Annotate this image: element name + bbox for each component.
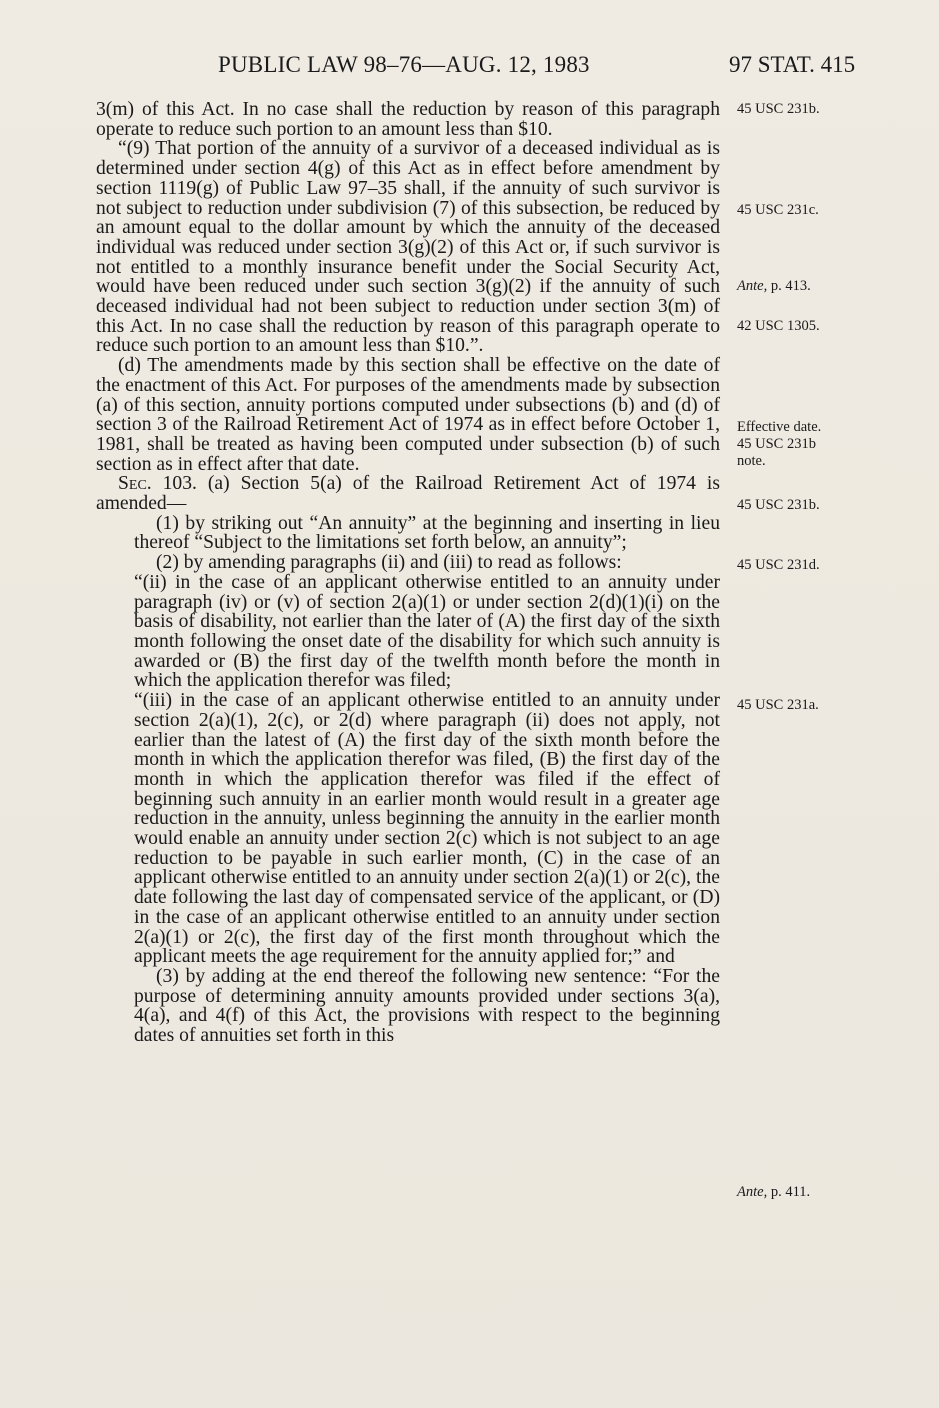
- paragraph-continuation: 3(m) of this Act. In no case shall the reduction by reason of this paragraph operate to reduce such portion to an amount less than $10.: [96, 99, 720, 140]
- ante-411-text: Ante, p. 411.: [737, 1184, 811, 1200]
- ante-413-text: Ante, p. 413.: [737, 278, 811, 294]
- margin-note-45usc231b-2: 45 USC 231b.: [737, 497, 820, 513]
- margin-note-42usc1305: 42 USC 1305.: [737, 318, 820, 334]
- paragraph-d: (d) The amendments made by this section shall be effective on the date of the enactment of this Act. For purposes of the amendments made by subsection (a) of this section, annuity portions computed under subsections (b) and (d) of section 3 of the Railroad Retirement Act of 1974 as in effect before October 1, 1981, shall be treated as having been computed under subsection (b) of such section as in effect after that date.: [96, 355, 720, 475]
- body-text: [96, 100, 720, 1046]
- page-header: [0, 52, 939, 86]
- margin-note-45usc231d: 45 USC 231d.: [737, 557, 820, 573]
- section-103: [96, 474, 720, 513]
- clause-2-ii: “(ii) in the case of an applicant otherwise entitled to an annuity under paragraph (iv) or (v) of section 2(a)(1) or under section 2(d)(1)(i) on the basis of disability, not earlier than the later of (A) the first day of the sixth month following the onset date of the disability for which such annuity is awarded or (B) the first day of the twelfth month before the month in which the application therefor was filed;: [134, 571, 720, 692]
- margin-note-effective-date: Effective date.: [737, 419, 822, 435]
- clause-1: (1) by striking out “An annuity” at the beginning and inserting in lieu thereof “Subject to the limitations set forth below, an annuity”;: [134, 512, 720, 554]
- paragraph-9: “(9) That portion of the annuity of a survivor of a deceased individual as is determined under section 4(g) of this Act as in effect before amendment by section 1119(g) of Public Law 97–35 shall, if the annuity of such survivor is not subject to reduction under subdivision (7) of this subsection, be reduced by an amount equal to the dollar amount by which the annuity of the deceased individual was reduced under section 3(g)(2) of this Act or, if such survivor is not entitled to a monthly insurance benefit under the Social Security Act, would have been reduced under such section 3(g)(2) if the annuity of such deceased individual had not been subject to reduction under section 3(m) of this Act. In no case shall the reduction by reason of this paragraph operate to reduce such portion to an amount less than $10.”.: [96, 138, 720, 357]
- section-103-text: 103. (a) Section 5(a) of the Railroad Retirement Act of 1974 is amended—: [96, 473, 720, 515]
- clause-2: (2) by amending paragraphs (ii) and (iii) to read as follows:: [156, 552, 622, 574]
- margin-note-ante-413: [737, 278, 857, 294]
- margin-note-note: note.: [737, 453, 766, 469]
- header-title: PUBLIC LAW 98–76—AUG. 12, 1983: [218, 52, 590, 77]
- header-stat-page: 97 STAT. 415: [729, 52, 856, 77]
- margin-note-45usc231b: 45 USC 231b.: [737, 101, 820, 117]
- margin-note-ante-411: [737, 1184, 857, 1200]
- margin-note-45usc231b-note: 45 USC 231b: [737, 436, 816, 452]
- section-label: Sec.: [118, 473, 152, 495]
- margin-note-45usc231a: 45 USC 231a.: [737, 697, 819, 713]
- clause-2-iii: “(iii) in the case of an applicant otherwise entitled to an annuity under section 2(a)(1), 2(c), or 2(d) where paragraph (ii) does not apply, not earlier than the latest of (A) the first day of the sixth month before the month in which the application therefor was filed, (B) the first day of the month in which the application therefor was filed if the effect of beginning such annuity in an earlier month would result in a greater age reduction in the annuity, unless beginning the annuity in the earlier month would enable an annuity under section 2(c) which is not subject to an age reduction to be payable in such earlier month, (C) in the case of an applicant otherwise entitled to an annuity under section 2(a)(1) or 2(c), the date following the last day of compensated service of the applicant, or (D) in the case of an applicant otherwise entitled to an annuity under section 2(a)(1) or 2(c), the first day of the first month throughout which the applicant meets the age requirement for the annuity applied for;” and: [134, 690, 720, 968]
- margin-note-45usc231c: 45 USC 231c.: [737, 202, 819, 218]
- clause-3: (3) by adding at the end thereof the following new sentence: “For the purpose of determining annuity amounts provided under sections 3(a), 4(a), and 4(f) of this Act, the provisions with respect to the beginning dates of annuities set forth in this: [134, 965, 720, 1047]
